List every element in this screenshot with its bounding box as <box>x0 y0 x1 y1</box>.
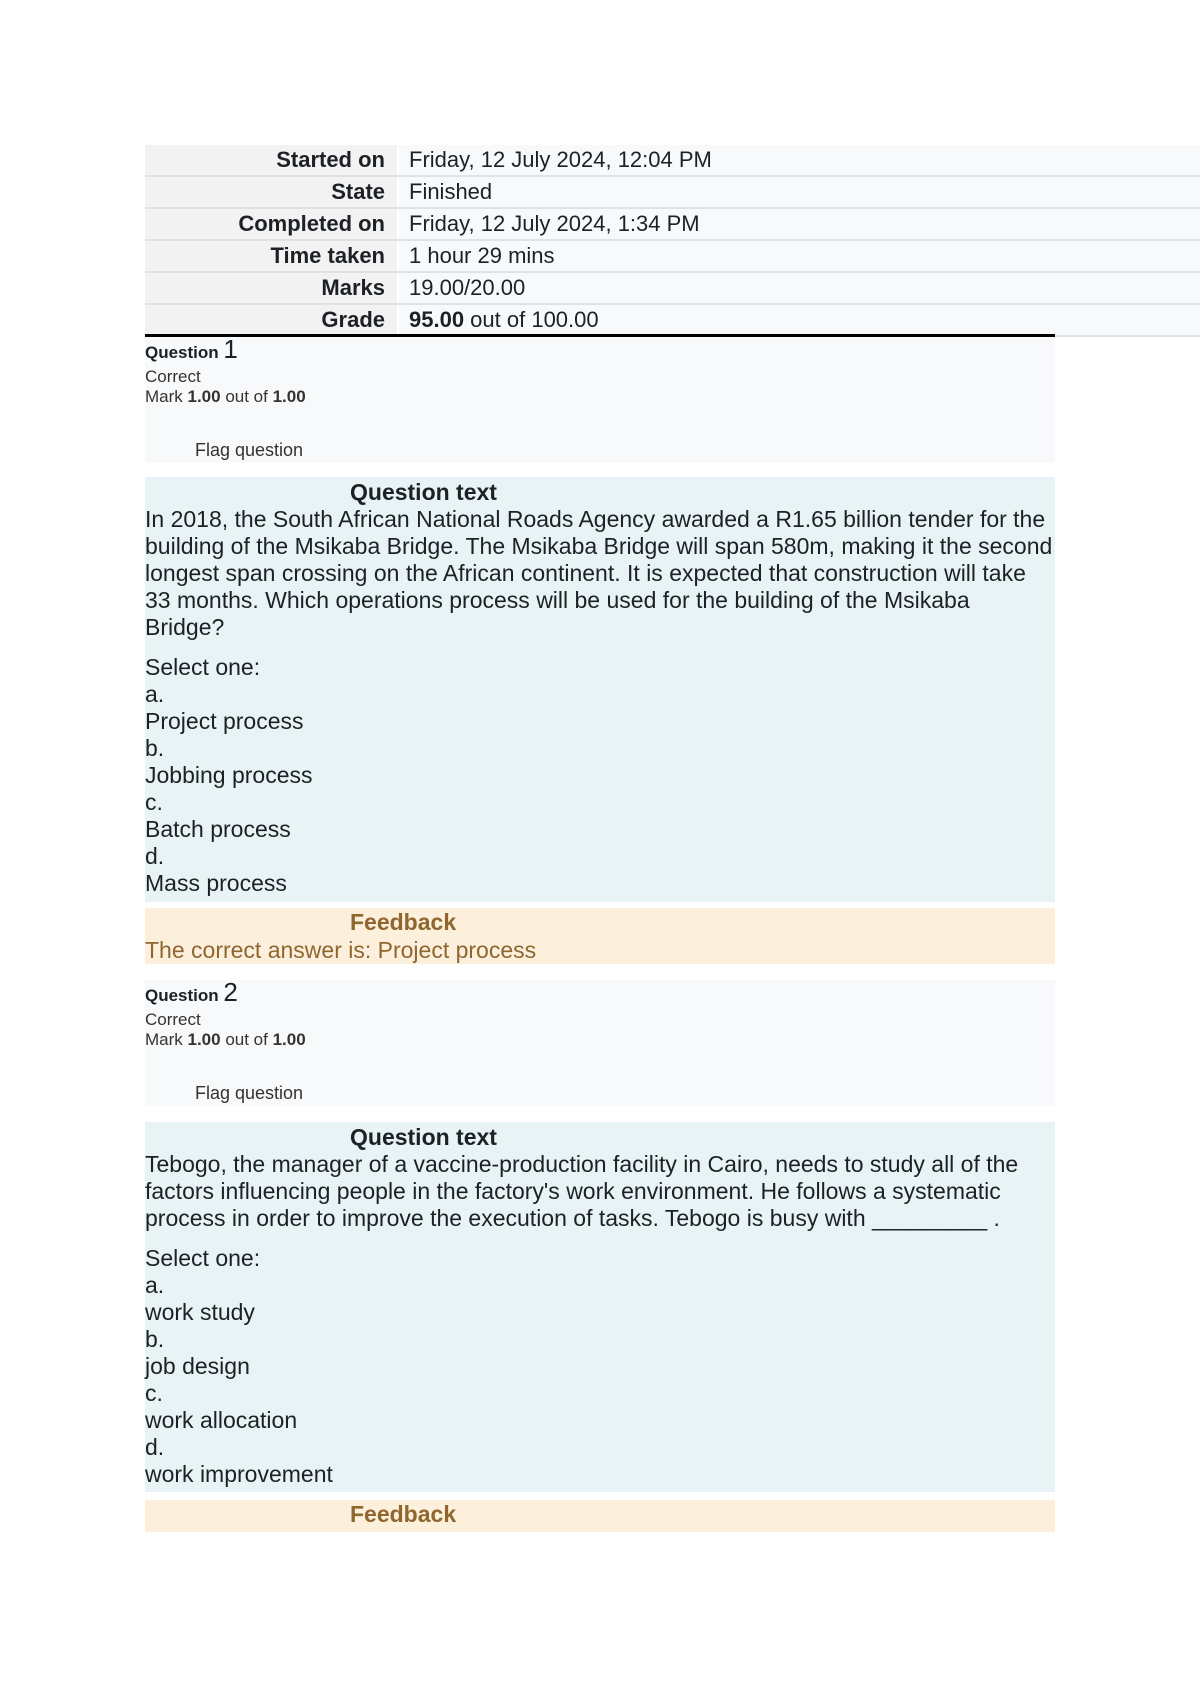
summary-value: 1 hour 29 mins <box>398 240 1200 272</box>
feedback-heading: Feedback <box>350 1501 457 1527</box>
summary-label: Started on <box>145 145 398 176</box>
option-letter: b. <box>145 1326 165 1352</box>
question-text-heading: Question text <box>350 479 497 505</box>
flag-question-link[interactable]: Flag question <box>195 1083 304 1103</box>
answer-option-c[interactable] <box>145 1380 1055 1434</box>
answer-option-d[interactable] <box>145 843 1055 897</box>
summary-label: Marks <box>145 272 398 304</box>
option-letter: d. <box>145 1434 165 1460</box>
summary-label: Completed on <box>145 208 398 240</box>
mark-value: 1.00 <box>187 1030 221 1049</box>
summary-row-time-taken <box>145 240 1200 272</box>
option-letter: c. <box>145 789 163 815</box>
answer-option-a[interactable] <box>145 1272 1055 1326</box>
option-text: Mass process <box>145 870 287 896</box>
question-1-info <box>145 334 1055 463</box>
option-text: work study <box>145 1299 255 1325</box>
question-grade <box>145 387 1055 407</box>
question-grade <box>145 1030 1055 1050</box>
summary-label: Grade <box>145 304 398 336</box>
mark-mid: out of <box>220 387 273 406</box>
question-label: Question <box>145 343 219 362</box>
option-text: Batch process <box>145 816 291 842</box>
question-2-info <box>145 977 1055 1106</box>
option-text: work allocation <box>145 1407 298 1433</box>
question-number <box>145 334 238 364</box>
question-text-heading: Question text <box>350 1124 497 1150</box>
answer-option-a[interactable] <box>145 681 1055 735</box>
question-text: Tebogo, the manager of a vaccine-production facility in Cairo, needs to study all of the factors influencing people in the factory's work environment. He follows a systematic process in order to improve the execution of tasks. Tebogo is busy with _________ . <box>145 1151 1019 1231</box>
mark-max: 1.00 <box>272 387 306 406</box>
question-label: Question <box>145 986 219 1005</box>
summary-row-state <box>145 176 1200 208</box>
summary-value: Friday, 12 July 2024, 12:04 PM <box>398 145 1200 176</box>
option-text: job design <box>145 1353 250 1379</box>
summary-value: Finished <box>398 176 1200 208</box>
question-state: Correct <box>145 1010 201 1029</box>
mark-prefix: Mark <box>145 1030 188 1049</box>
question-1-feedback <box>145 908 1055 964</box>
question-state: Correct <box>145 367 201 386</box>
select-one-label: Select one: <box>145 1245 261 1271</box>
mark-value: 1.00 <box>187 387 221 406</box>
option-letter: a. <box>145 1272 165 1298</box>
option-letter: c. <box>145 1380 163 1406</box>
summary-row-grade <box>145 304 1200 336</box>
quiz-summary-table <box>145 145 1200 337</box>
option-text: Jobbing process <box>145 762 313 788</box>
question-text: In 2018, the South African National Roads Agency awarded a R1.65 billion tender for the building of the Msikaba Bridge. The Msikaba Bridge will span 580m, making it the second longest span crossing on the African continent. It is expected that construction will take 33 months. Which operations process will be used for the building of the Msikaba Bridge? <box>145 506 1053 640</box>
select-one-label: Select one: <box>145 654 261 680</box>
feedback-right-answer: The correct answer is: Project process <box>145 937 537 963</box>
mark-max: 1.00 <box>272 1030 306 1049</box>
summary-label: Time taken <box>145 240 398 272</box>
mark-mid: out of <box>220 1030 273 1049</box>
grade-score: 95.00 <box>409 307 465 332</box>
summary-label: State <box>145 176 398 208</box>
question-2-text-block <box>145 1122 1055 1492</box>
question-number <box>145 977 238 1007</box>
answer-option-b[interactable] <box>145 735 1055 789</box>
option-text: work improvement <box>145 1461 333 1487</box>
question-2-feedback <box>145 1500 1055 1532</box>
answer-option-b[interactable] <box>145 1326 1055 1380</box>
option-letter: d. <box>145 843 165 869</box>
question-number-value: 1 <box>223 334 238 364</box>
feedback-heading: Feedback <box>350 909 457 935</box>
mark-prefix: Mark <box>145 387 188 406</box>
option-text: Project process <box>145 708 304 734</box>
answer-option-c[interactable] <box>145 789 1055 843</box>
summary-value: Friday, 12 July 2024, 1:34 PM <box>398 208 1200 240</box>
grade-max: out of 100.00 <box>464 307 599 332</box>
question-number-value: 2 <box>223 977 238 1007</box>
option-letter: a. <box>145 681 165 707</box>
flag-question-link[interactable]: Flag question <box>195 440 304 460</box>
summary-row-completed <box>145 208 1200 240</box>
summary-value: 19.00/20.00 <box>398 272 1200 304</box>
summary-row-started <box>145 145 1200 176</box>
summary-value <box>398 304 1200 336</box>
summary-row-marks <box>145 272 1200 304</box>
option-letter: b. <box>145 735 165 761</box>
answer-option-d[interactable] <box>145 1434 1055 1488</box>
question-1-text-block <box>145 477 1055 902</box>
